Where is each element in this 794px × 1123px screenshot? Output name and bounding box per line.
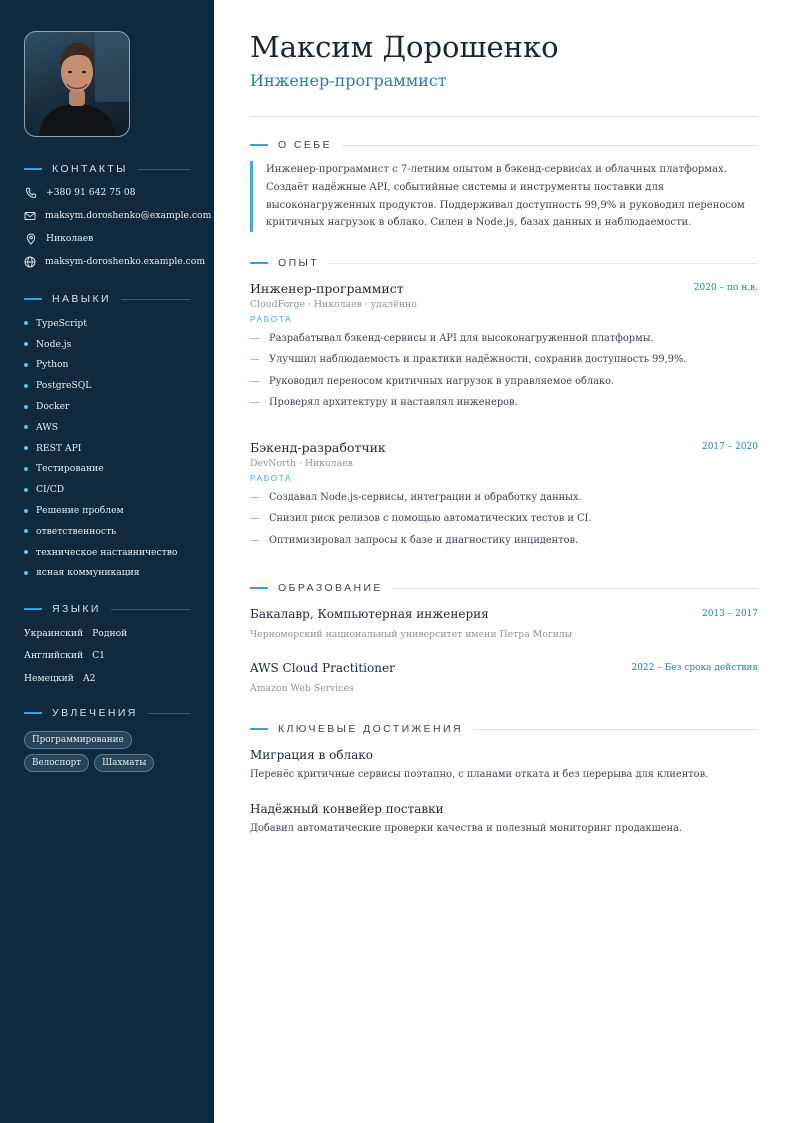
- heading-accent: [24, 168, 42, 170]
- location-pin-icon: [24, 232, 37, 245]
- job-title: Бэкенд-разработчик: [250, 440, 386, 455]
- bullet-dot: [24, 342, 28, 346]
- job-bullet: [250, 376, 758, 397]
- contact-location-text: Николаев: [46, 233, 94, 244]
- experience-title: ОПЫТ: [278, 257, 320, 269]
- bullet-dot: [24, 529, 28, 533]
- skill-label: REST API: [36, 442, 82, 454]
- about-heading: [250, 138, 758, 152]
- contact-email-text: maksym.doroshenko@example.com: [45, 210, 212, 221]
- heading-rule: [138, 169, 190, 170]
- hobby-tag: Шахматы: [94, 754, 154, 772]
- education-dates: 2022 – Без срока действия: [631, 663, 758, 673]
- mail-icon: [24, 209, 36, 222]
- bullet-dot: [24, 321, 28, 325]
- job-entry: [250, 440, 758, 556]
- dash-icon: —: [250, 354, 260, 366]
- sidebar: [0, 0, 214, 1123]
- skill-label: Docker: [36, 401, 70, 413]
- education-degree: Бакалавр, Компьютерная инженерия: [250, 607, 489, 621]
- person-role: Инженер-программист: [250, 71, 447, 90]
- skill-label: Node.js: [36, 338, 72, 350]
- heading-rule: [121, 299, 190, 300]
- language-level: A2: [82, 672, 96, 684]
- heading-rule: [111, 609, 190, 610]
- skill-item: [24, 355, 190, 376]
- bullet-dot: [24, 488, 28, 492]
- education-entry: [250, 661, 758, 694]
- achievement-entry: [250, 802, 758, 834]
- skill-label: CI/CD: [36, 484, 65, 496]
- bullet-dot: [24, 446, 28, 450]
- heading-accent: [24, 712, 42, 714]
- skill-item: [24, 334, 190, 355]
- achievement-entry: [250, 748, 758, 780]
- about-title: О СЕБЕ: [278, 139, 332, 151]
- skill-item: [24, 563, 190, 584]
- dash-icon: —: [250, 492, 260, 503]
- heading-accent: [250, 728, 268, 730]
- bullet-dot: [24, 467, 28, 471]
- achievements-title: КЛЮЧЕВЫЕ ДОСТИЖЕНИЯ: [278, 723, 463, 735]
- skills-list: [24, 313, 190, 583]
- contact-location: [24, 227, 190, 250]
- skill-item: [24, 459, 190, 480]
- contact-website-text: maksym-doroshenko.example.com: [45, 256, 206, 267]
- job-meta: CloudForge · Николаев · удалённо: [250, 299, 417, 310]
- job-dates: 2020 – по н.в.: [693, 283, 758, 293]
- contact-phone-text: +380 91 642 75 08: [46, 187, 136, 198]
- heading-rule: [393, 588, 758, 589]
- phone-icon: [24, 186, 37, 199]
- hobby-tag: Программирование: [24, 731, 132, 749]
- hobby-tag: Велоспорт: [24, 754, 89, 772]
- education-heading: [250, 581, 758, 595]
- languages-title: ЯЗЫКИ: [52, 603, 101, 615]
- skill-label: TypeScript: [36, 317, 87, 329]
- heading-accent: [24, 608, 42, 610]
- contact-email[interactable]: [24, 204, 212, 227]
- hobbies-section: [24, 706, 190, 772]
- skill-label: техническое наставничество: [36, 546, 178, 558]
- bullet-text: Проверял архитектуру и наставлял инженеров.: [269, 396, 518, 408]
- skill-label: AWS: [36, 421, 58, 433]
- language-name: Немецкий: [24, 672, 74, 684]
- bullet-text: Руководил переносом критичных нагрузок в управляемое облако.: [269, 375, 615, 387]
- language-name: Английский: [24, 650, 84, 662]
- bullet-text: Снизил риск релизов с помощью автоматических тестов и CI.: [269, 513, 592, 525]
- skill-item: [24, 375, 190, 396]
- skills-section: [24, 292, 190, 583]
- contacts-title: КОНТАКТЫ: [52, 163, 128, 175]
- person-name: Максим Дорошенко: [250, 30, 559, 64]
- bullet-text: Оптимизировал запросы к базе и диагностику инцидентов.: [269, 534, 579, 546]
- skill-item: [24, 313, 190, 334]
- education-degree: AWS Cloud Practitioner: [250, 661, 395, 675]
- skill-item: [24, 542, 190, 563]
- dash-icon: —: [250, 534, 260, 546]
- heading-accent: [250, 144, 268, 146]
- skill-item: [24, 500, 190, 521]
- achievement-title: Миграция в облако: [250, 748, 374, 762]
- achievement-text: Добавил автоматические проверки качества и полезный мониторинг продакшена.: [250, 823, 683, 834]
- hobby-tags: [24, 731, 190, 772]
- heading-rule: [473, 729, 758, 730]
- heading-rule: [342, 145, 758, 146]
- education-school: Черноморский национальный университет имени Петра Могилы: [250, 629, 573, 640]
- skill-item: [24, 521, 190, 542]
- skill-label: ясная коммуникация: [36, 567, 140, 579]
- job-dates: 2017 – 2020: [701, 442, 758, 452]
- contact-website[interactable]: [24, 250, 206, 273]
- profile-photo: [24, 31, 130, 137]
- dash-icon: —: [250, 333, 260, 344]
- job-meta: DevNorth · Николаев: [250, 458, 353, 469]
- bullet-text: Создавал Node.js-сервисы, интеграции и обработку данных.: [269, 492, 582, 503]
- job-bullet: [250, 354, 758, 375]
- job-kind: РАБОТА: [250, 314, 293, 324]
- heading-accent: [250, 262, 268, 264]
- heading-accent: [24, 298, 42, 300]
- languages-section: [24, 602, 190, 690]
- education-entry: [250, 607, 758, 640]
- skill-label: Тестирование: [36, 463, 104, 475]
- bullet-dot: [24, 405, 28, 409]
- hobbies-heading: [24, 706, 190, 720]
- bullet-dot: [24, 384, 28, 388]
- language-level: Родной: [92, 627, 128, 639]
- education-title: ОБРАЗОВАНИЕ: [278, 582, 383, 594]
- education-school: Amazon Web Services: [250, 683, 354, 694]
- language-name: Украинский: [24, 627, 84, 639]
- achievements-heading: [250, 722, 758, 736]
- job-bullets: [250, 333, 758, 418]
- achievement-title: Надёжный конвейер поставки: [250, 802, 444, 816]
- skills-title: НАВЫКИ: [52, 293, 111, 305]
- language-level: C1: [92, 650, 106, 662]
- language-item: [24, 622, 190, 645]
- header-divider: [250, 116, 758, 117]
- dash-icon: —: [250, 513, 260, 525]
- contacts-heading: [24, 162, 190, 176]
- job-bullet: [250, 397, 758, 418]
- skill-label: Решение проблем: [36, 505, 124, 517]
- job-bullet: [250, 513, 758, 534]
- skill-label: ответственность: [36, 525, 117, 537]
- job-bullets: [250, 492, 758, 556]
- dash-icon: —: [250, 396, 260, 408]
- job-title: Инженер-программист: [250, 281, 404, 296]
- globe-icon: [24, 255, 36, 268]
- bullet-dot: [24, 550, 28, 554]
- hobbies-title: УВЛЕЧЕНИЯ: [52, 707, 138, 719]
- contacts-section: [24, 162, 212, 273]
- skill-item: [24, 396, 190, 417]
- experience-heading: [250, 256, 758, 270]
- skill-item: [24, 479, 190, 500]
- job-bullet: [250, 492, 758, 513]
- skills-heading: [24, 292, 190, 306]
- job-bullet: [250, 535, 758, 556]
- skill-label: Python: [36, 359, 69, 371]
- language-item: [24, 667, 190, 690]
- language-item: [24, 645, 190, 668]
- bullet-dot: [24, 363, 28, 367]
- languages-heading: [24, 602, 190, 616]
- heading-accent: [250, 587, 268, 589]
- job-bullet: [250, 333, 758, 354]
- skill-label: PostgreSQL: [36, 380, 92, 392]
- heading-rule: [148, 713, 190, 714]
- contact-phone[interactable]: [24, 181, 190, 204]
- bullet-dot: [24, 425, 28, 429]
- bullet-text: Улучшил наблюдаемость и практики надёжности, сохранив доступность 99,9%.: [269, 354, 687, 366]
- achievement-text: Перенёс критичные сервисы поэтапно, с планами отката и без перерыва для клиентов.: [250, 769, 709, 780]
- education-dates: 2013 – 2017: [701, 609, 758, 619]
- job-entry: [250, 281, 758, 418]
- dash-icon: —: [250, 375, 260, 387]
- about-text: Инженер-программист с 7-летним опытом в бэкенд-сервисах и облачных платформах. Создаёт надёжные API, событийные системы и инструменты поставки для высоконагруженных продуктов. Поддерживал доступность 99,9% и руководил переносом критичных нагрузок в облако. Силен в Node.js, базах данных и наблюдаемости.: [250, 161, 758, 232]
- skill-item: [24, 438, 190, 459]
- job-kind: РАБОТА: [250, 473, 293, 483]
- bullet-text: Разрабатывал бэкенд-сервисы и API для высоконагруженной платформы.: [269, 333, 654, 344]
- bullet-dot: [24, 571, 28, 575]
- heading-rule: [329, 263, 758, 264]
- bullet-dot: [24, 509, 28, 513]
- skill-item: [24, 417, 190, 438]
